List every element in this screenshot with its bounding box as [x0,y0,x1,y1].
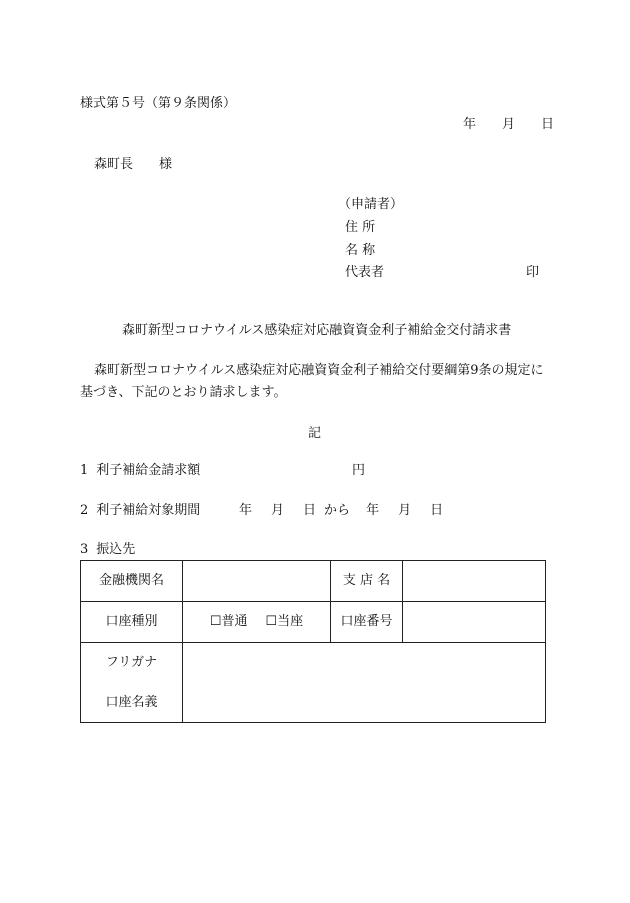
applicant-heading: （申請者） [338,197,404,212]
applicant-representative-label: 代表者 [345,265,385,280]
body-text-line1: 森町新型コロナウイルス感染症対応融資資金利子補給交付要綱第9条の規定に [94,363,544,378]
period-day1: 日 [303,503,317,518]
item-claim-amount [80,463,200,479]
period-range [239,503,443,519]
addressee [94,157,172,173]
account-row [81,602,546,643]
period-from: から [324,503,351,518]
account-holder-label: 口座名義 [105,694,158,710]
account-number-label: 口座番号 [331,602,403,643]
body-text-line2: 基づき、下記のとおり請求します。 [80,385,287,400]
item2-number: 2 [80,503,89,518]
item3-label: 振込先 [96,542,136,557]
bank-name-label: 金融機関名 [81,561,183,602]
date-year-label: 年 [463,117,477,132]
period-month1: 月 [271,503,285,518]
ki-heading: 記 [308,426,322,441]
period-year2: 年 [366,503,380,518]
form-number: 様式第５号（第９条関係） [80,96,237,111]
furigana-label: フリガナ [105,654,158,670]
account-number-field[interactable] [403,602,546,643]
item-period [80,503,200,519]
holder-labels-cell [81,643,183,723]
document-title: 森町新型コロナウイルス感染症対応融資資金利子補給金交付請求書 [122,323,512,338]
bank-row [81,561,546,602]
period-month2: 月 [398,503,412,518]
current-account-checkbox[interactable]: ☐当座 [265,614,304,629]
period-day2: 日 [430,503,444,518]
item1-label: 利子補給金請求額 [96,463,201,478]
item3-number: 3 [80,542,89,557]
item1-number: 1 [80,463,89,478]
ordinary-account-checkbox[interactable]: ☐普通 [209,614,248,629]
bank-name-field[interactable] [183,561,331,602]
branch-name-label: 支 店 名 [331,561,403,602]
addressee-suffix: 様 [159,157,173,172]
period-year1: 年 [239,503,253,518]
account-type-label: 口座種別 [81,602,183,643]
applicant-address-label: 住 所 [345,220,376,235]
branch-name-field[interactable] [403,561,546,602]
holder-row [81,643,546,723]
account-holder-field[interactable] [183,643,546,723]
addressee-name: 森町長 [94,157,134,172]
applicant-name-label: 名 称 [345,243,376,258]
date-month-label: 月 [502,117,516,132]
date-day-label: 日 [541,117,555,132]
item-transfer-destination [80,542,135,558]
submission-date [463,117,554,133]
item2-label: 利子補給対象期間 [96,503,201,518]
bank-account-table [80,560,546,723]
seal-mark: 印 [526,265,540,280]
item1-unit: 円 [352,463,366,478]
account-type-options [183,602,331,643]
